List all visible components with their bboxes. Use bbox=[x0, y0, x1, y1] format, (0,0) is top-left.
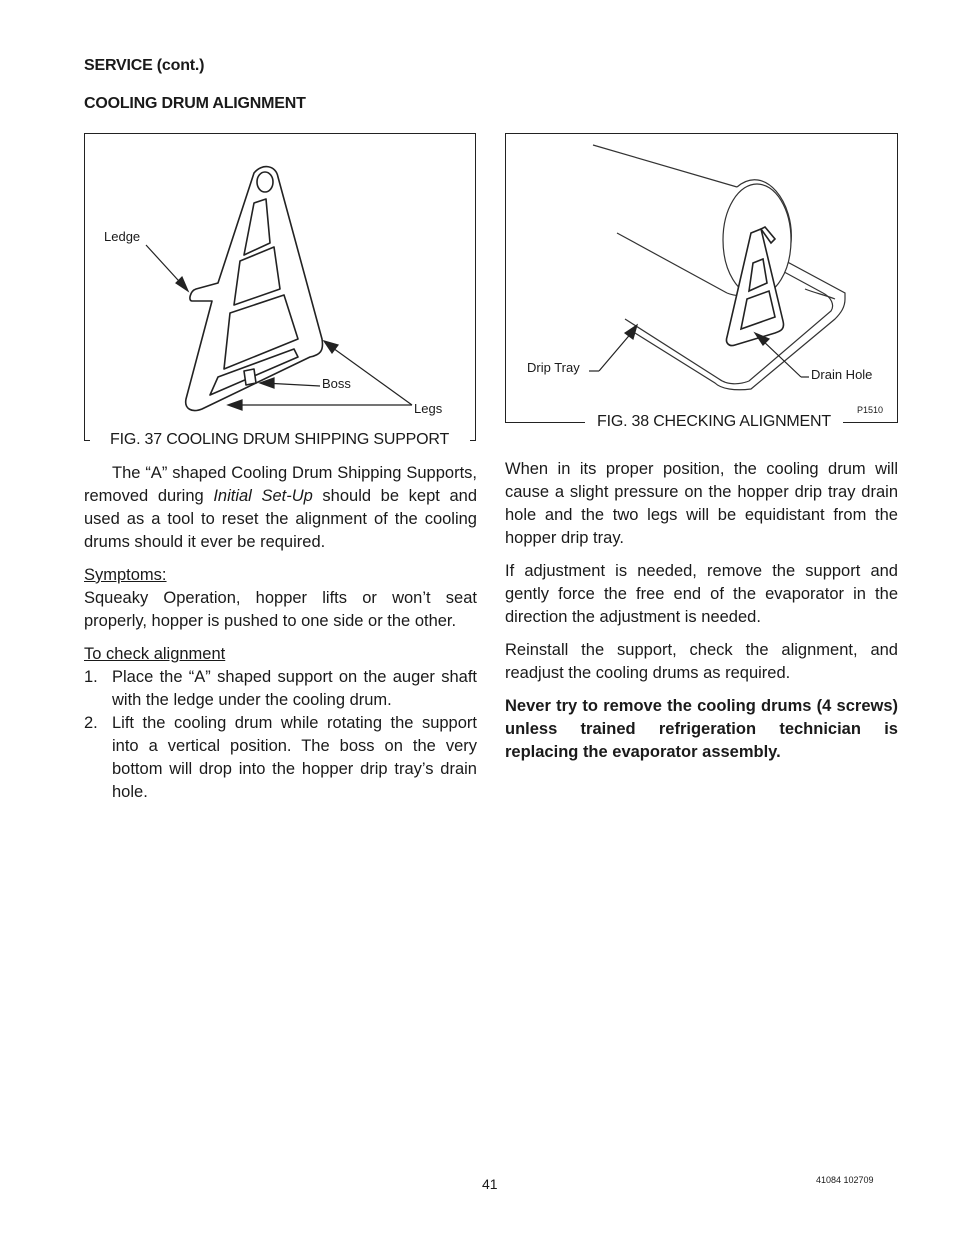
symptoms-text: Squeaky Operation, hopper lifts or won’t seat properly, hopper is pushed to one side or the other. bbox=[84, 589, 477, 630]
label-ledge: Ledge bbox=[104, 229, 141, 244]
shipping-support-illustration bbox=[84, 133, 476, 433]
steps-list bbox=[84, 666, 477, 804]
figure-37 bbox=[84, 133, 476, 448]
list-item: 2. Lift the cooling drum while rotating the support into a vertical position. The boss on the very bottom will drop into the hopper drip tray’s drain hole. bbox=[84, 714, 477, 801]
right-column bbox=[505, 458, 898, 774]
symptoms-heading: Symptoms: bbox=[84, 566, 167, 584]
intro-paragraph: The “A” shaped Cooling Drum Shipping Supports, removed during Initial Set-Up should be kept and used as a tool to reset the alignment of the cooling drums should it ever be required. bbox=[84, 464, 477, 551]
paragraph-adjustment: If adjustment is needed, remove the support and gently force the free end of the evaporator in the direction the adjustment is needed. bbox=[505, 562, 898, 626]
paragraph-reinstall: Reinstall the support, check the alignment, and readjust the cooling drums as required. bbox=[505, 641, 898, 682]
label-legs: Legs bbox=[414, 401, 443, 416]
header-service: SERVICE (cont.) bbox=[84, 57, 205, 74]
paragraph-proper-position: When in its proper position, the cooling drum will cause a slight pressure on the hopper drip tray drain hole and the two legs will be equidistant from the hopper drip tray. bbox=[505, 460, 898, 547]
check-heading: To check alignment bbox=[84, 645, 226, 663]
label-drip-tray: Drip Tray bbox=[527, 360, 580, 375]
section-title: COOLING DRUM ALIGNMENT bbox=[84, 95, 306, 112]
left-column bbox=[84, 462, 477, 804]
figure-38-caption: FIG. 38 CHECKING ALIGNMENT bbox=[585, 413, 843, 431]
list-item: 1. Place the “A” shaped support on the auger shaft with the ledge under the cooling drum. bbox=[84, 668, 477, 709]
figure-code: P1510 bbox=[857, 405, 884, 415]
warning-paragraph: Never try to remove the cooling drums (4 screws) unless trained refrigeration technician is replacing the evaporator assembly. bbox=[505, 697, 898, 761]
document-code: 41084 102709 bbox=[816, 1175, 874, 1185]
label-boss: Boss bbox=[322, 376, 351, 391]
page-number: 41 bbox=[482, 1176, 498, 1192]
label-drain-hole: Drain Hole bbox=[811, 367, 873, 382]
figure-38 bbox=[505, 133, 898, 434]
figure-37-caption: FIG. 37 COOLING DRUM SHIPPING SUPPORT bbox=[106, 431, 453, 449]
